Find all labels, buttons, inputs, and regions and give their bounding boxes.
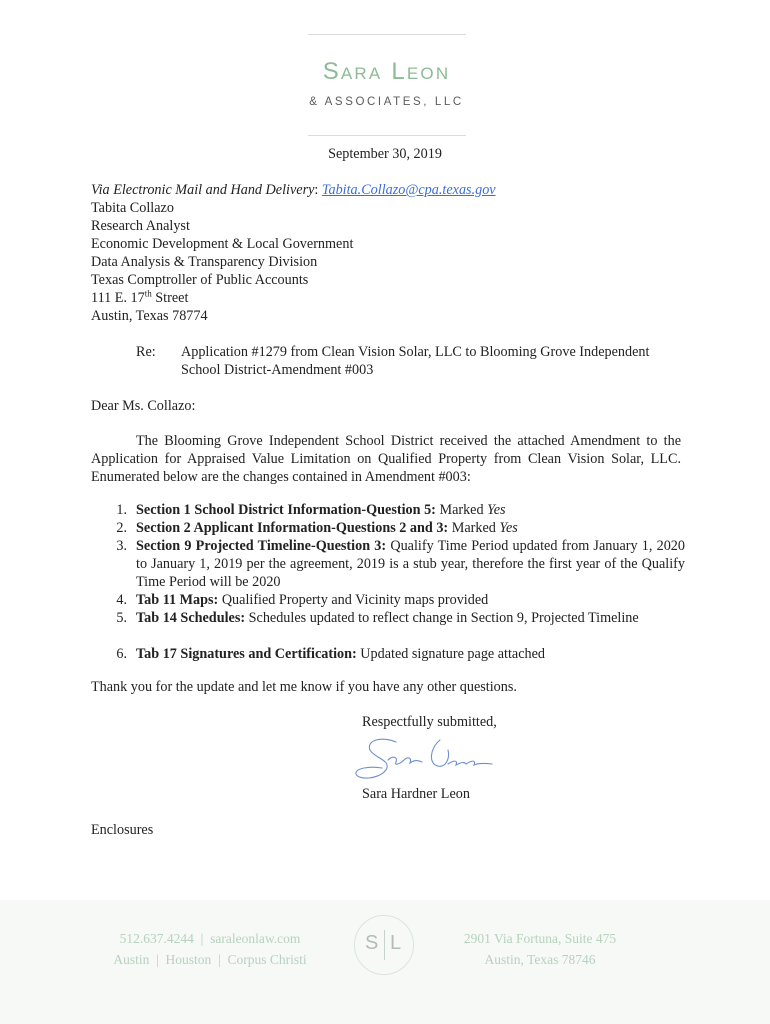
footer-website: saraleonlaw.com — [210, 931, 301, 946]
footer-phone: 512.637.4244 — [119, 931, 194, 946]
recipient-street — [91, 289, 188, 307]
delivery-separator: : — [314, 182, 319, 198]
recipient-name: Tabita Collazo — [91, 200, 174, 216]
footer-city: Corpus Christi — [227, 952, 307, 967]
complimentary-close: Respectfully submitted, — [362, 714, 497, 730]
recipient-city: Austin, Texas 78774 — [91, 308, 208, 324]
list-number: 2. — [116, 520, 127, 536]
list-item — [105, 591, 685, 609]
firm-subtitle: & ASSOCIATES, LLC — [309, 96, 464, 108]
list-emphasis: Yes — [487, 502, 506, 518]
list-item — [105, 537, 685, 591]
list-number: 4. — [116, 592, 127, 608]
list-item — [105, 645, 685, 663]
list-heading: Section 9 Projected Timeline-Question 3: — [136, 538, 387, 554]
list-item — [105, 519, 685, 537]
re-line-2: School District-Amendment #003 — [181, 362, 374, 378]
list-heading: Section 1 School District Information-Question 5: — [136, 502, 436, 518]
footer-separator: | — [218, 952, 221, 967]
body-paragraph: The Blooming Grove Independent School District received the attached Amendment to the Application for Appraised Value Limitation on Qualified Property from Clean Vision Solar, LLC. Enumerated below are the changes contained in Amendment #003: — [91, 433, 681, 485]
letter-date: September 30, 2019 — [328, 146, 442, 162]
street-name: Street — [151, 290, 189, 306]
recipient-email-link[interactable]: Tabita.Collazo@cpa.texas.gov — [321, 182, 496, 198]
recipient-department: Economic Development & Local Government — [91, 236, 354, 252]
list-text: Updated signature page attached — [356, 646, 546, 662]
list-text: Marked — [448, 520, 500, 536]
re-label: Re: — [136, 344, 156, 360]
footer-separator: | — [156, 952, 159, 967]
handwritten-signature — [352, 730, 507, 785]
list-text: Qualified Property and Vicinity maps provided — [218, 592, 489, 608]
monogram-logo — [354, 915, 414, 975]
top-divider — [308, 34, 466, 35]
list-heading: Tab 11 Maps: — [136, 592, 219, 608]
firm-name: Sara Leon — [322, 58, 451, 85]
list-heading: Tab 17 Signatures and Certification: — [136, 646, 357, 662]
list-number: 6. — [116, 646, 127, 662]
list-text: Qualify Time Period updated from January 1, 2020 to January 1, 2019 per the agreement, 2019 is a stub year, therefore the first year of the Qualify Time Period will be 2020 — [136, 538, 685, 590]
footer-city: Austin — [113, 952, 150, 967]
bottom-divider — [308, 135, 466, 136]
list-emphasis: Yes — [499, 520, 518, 536]
delivery-method: Via Electronic Mail and Hand Delivery — [91, 182, 315, 198]
footer-cities — [95, 950, 325, 970]
street-number: 111 E. 17 — [91, 290, 145, 306]
monogram-divider — [384, 930, 385, 960]
signer-name: Sara Hardner Leon — [362, 786, 470, 802]
list-item — [105, 501, 685, 519]
list-item — [105, 609, 685, 645]
footer-separator: | — [200, 931, 204, 946]
footer-contact — [95, 929, 325, 949]
list-number: 3. — [116, 538, 127, 554]
monogram-right: L — [390, 932, 402, 954]
footer-address-line-1: 2901 Via Fortuna, Suite 475 — [463, 931, 617, 946]
salutation: Dear Ms. Collazo: — [91, 398, 196, 414]
list-heading: Tab 14 Schedules: — [136, 610, 246, 626]
enclosures: Enclosures — [91, 822, 154, 838]
list-number: 1. — [116, 502, 127, 518]
monogram-left: S — [365, 932, 379, 954]
list-text: Marked — [435, 502, 488, 518]
list-text: Schedules updated to reflect change in Section 9, Projected Timeline — [245, 610, 639, 626]
closing-paragraph: Thank you for the update and let me know if you have any other questions. — [91, 679, 517, 695]
street-suffix: th — [144, 288, 152, 299]
list-heading: Section 2 Applicant Information-Questions 2 and 3: — [136, 520, 449, 536]
recipient-division: Data Analysis & Transparency Division — [91, 254, 318, 270]
re-line-1: Application #1279 from Clean Vision Solar, LLC to Blooming Grove Independent — [181, 344, 650, 360]
footer-address-line-2: Austin, Texas 78746 — [484, 952, 596, 967]
footer-city: Houston — [165, 952, 212, 967]
list-number: 5. — [116, 610, 127, 626]
recipient-agency: Texas Comptroller of Public Accounts — [91, 272, 309, 288]
recipient-title: Research Analyst — [91, 218, 190, 234]
delivery-line — [91, 181, 496, 199]
